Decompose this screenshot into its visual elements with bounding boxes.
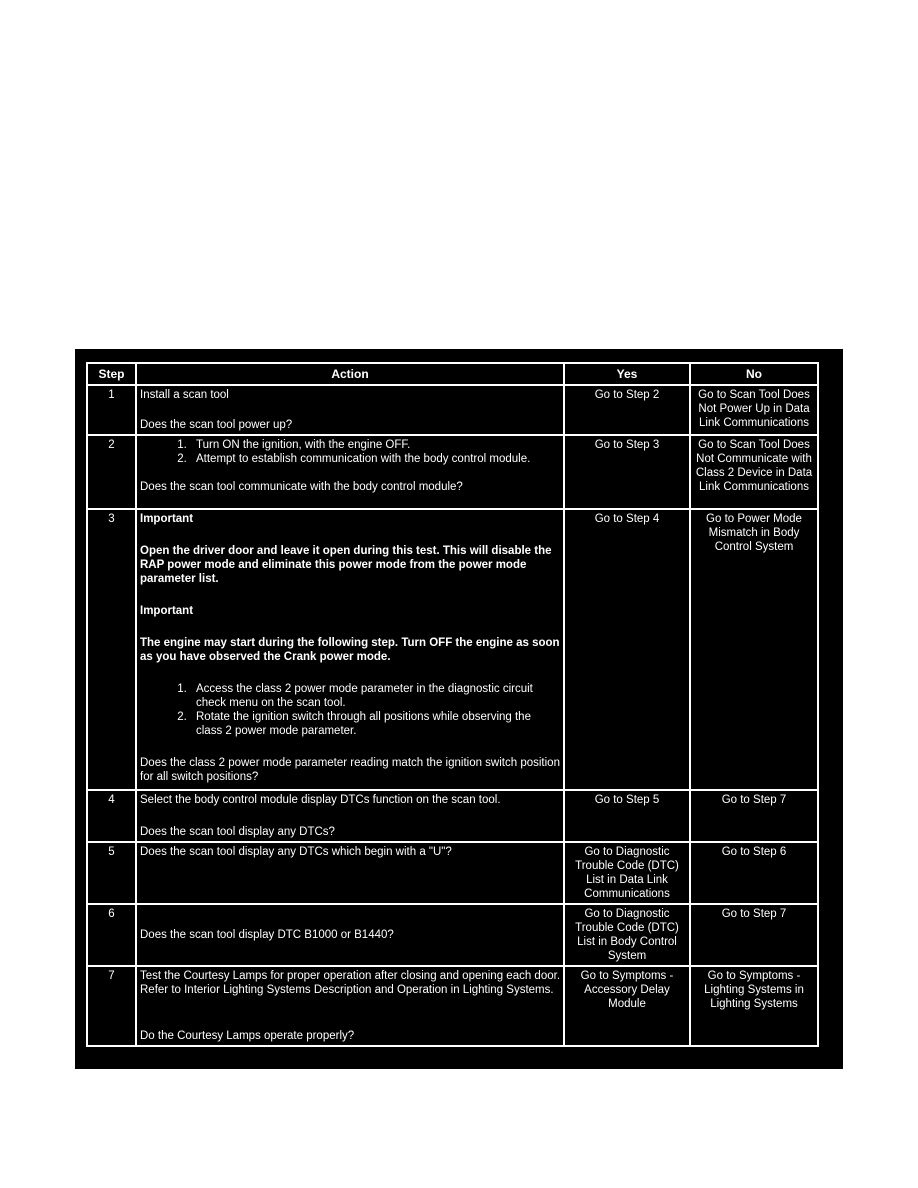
list-item: 1. Turn ON the ignition, with the engine OFF. [190, 438, 560, 452]
step-number: 1 [87, 385, 136, 435]
action-cell [136, 842, 564, 904]
action-question: Does the scan tool display DTC B1000 or B1440? [140, 929, 394, 941]
action-steps-list [140, 682, 560, 738]
table-row [87, 842, 818, 904]
no-result: Go to Step 7 [690, 790, 818, 842]
step-number: 5 [87, 842, 136, 904]
action-cell [136, 385, 564, 435]
table-row [87, 966, 818, 1046]
step-number: 7 [87, 966, 136, 1046]
action-question: Does the scan tool display any DTCs? [140, 826, 335, 838]
important-label: Important [140, 605, 194, 617]
action-question: Does the class 2 power mode parameter reading match the ignition switch position for all switch positions? [140, 757, 560, 783]
table-row [87, 904, 818, 966]
table-row [87, 385, 818, 435]
action-steps-list [140, 438, 560, 466]
table-row [87, 435, 818, 509]
yes-result: Go to Step 4 [564, 509, 690, 790]
action-instruction: Test the Courtesy Lamps for proper operation after closing and opening each door. Refer to Interior Lighting Systems Description and Operation in Lighting Systems. [140, 970, 561, 996]
list-item: 1. Access the class 2 power mode parameter in the diagnostic circuit check menu on the scan tool. [190, 682, 560, 710]
no-result: Go to Step 6 [690, 842, 818, 904]
no-result: Go to Scan Tool Does Not Communicate with Class 2 Device in Data Link Communications [690, 435, 818, 509]
action-instruction: Install a scan tool [140, 389, 229, 401]
no-result: Go to Scan Tool Does Not Power Up in Data Link Communications [690, 385, 818, 435]
action-question: Do the Courtesy Lamps operate properly? [140, 1030, 355, 1042]
header-yes: Yes [564, 363, 690, 385]
yes-result: Go to Diagnostic Trouble Code (DTC) List in Data Link Communications [564, 842, 690, 904]
yes-result: Go to Step 5 [564, 790, 690, 842]
diagnostic-table [86, 362, 819, 1047]
header-step: Step [87, 363, 136, 385]
action-cell [136, 790, 564, 842]
list-item: 2. Rotate the ignition switch through all positions while observing the class 2 power mode parameter. [190, 710, 560, 738]
step-number: 6 [87, 904, 136, 966]
no-result: Go to Power Mode Mismatch in Body Control System [690, 509, 818, 790]
no-result: Go to Step 7 [690, 904, 818, 966]
header-no: No [690, 363, 818, 385]
header-action: Action [136, 363, 564, 385]
action-question: Does the scan tool communicate with the body control module? [140, 481, 463, 493]
important-note: Open the driver door and leave it open during this test. This will disable the RAP power mode and eliminate this power mode from the power mode parameter list. [140, 545, 552, 585]
yes-result: Go to Step 2 [564, 385, 690, 435]
step-number: 3 [87, 509, 136, 790]
action-cell [136, 509, 564, 790]
yes-result: Go to Step 3 [564, 435, 690, 509]
action-cell [136, 435, 564, 509]
important-note: The engine may start during the following step. Turn OFF the engine as soon as you have observed the Crank power mode. [140, 637, 560, 663]
list-item: 2. Attempt to establish communication with the body control module. [190, 452, 560, 466]
action-cell [136, 966, 564, 1046]
action-cell [136, 904, 564, 966]
step-number: 2 [87, 435, 136, 509]
important-label: Important [140, 513, 194, 525]
yes-result: Go to Symptoms - Accessory Delay Module [564, 966, 690, 1046]
no-result: Go to Symptoms - Lighting Systems in Lighting Systems [690, 966, 818, 1046]
table-row [87, 509, 818, 790]
action-question: Does the scan tool power up? [140, 419, 293, 431]
step-number: 4 [87, 790, 136, 842]
table-header-row [87, 363, 818, 385]
action-instruction: Select the body control module display DTCs function on the scan tool. [140, 794, 501, 806]
table-row [87, 790, 818, 842]
action-question: Does the scan tool display any DTCs which begin with a "U"? [140, 846, 452, 858]
yes-result: Go to Diagnostic Trouble Code (DTC) List in Body Control System [564, 904, 690, 966]
